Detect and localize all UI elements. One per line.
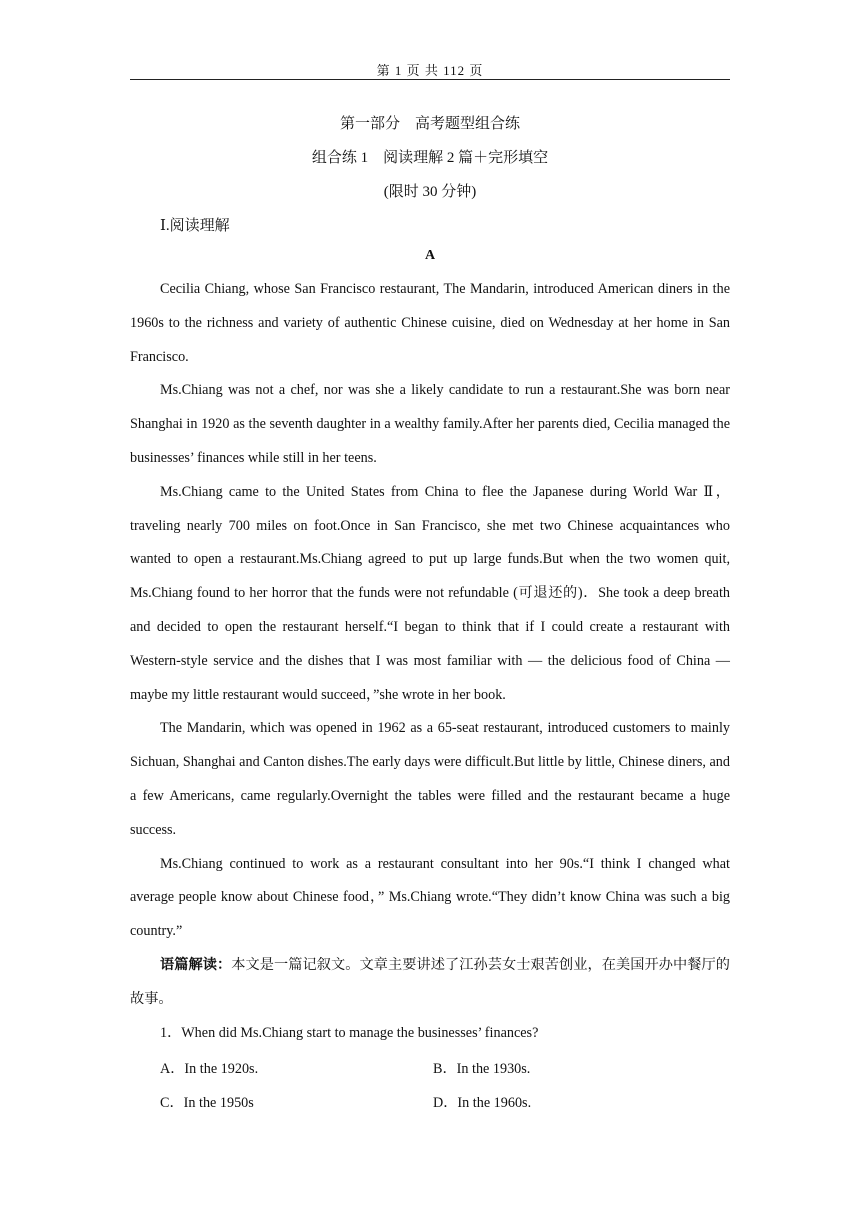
page-header: 第 1 页 共 112 页 xyxy=(376,63,484,78)
exercise-set-title: 组合练 1 阅读理解 2 篇＋完形填空 xyxy=(311,150,549,166)
document-page xyxy=(130,0,730,1216)
option-c: C．In the 1950s xyxy=(160,1095,254,1111)
passage-analysis xyxy=(130,949,730,1017)
option-d: D．In the 1960s. xyxy=(433,1095,532,1111)
part-title: 第一部分 高考题型组合练 xyxy=(339,116,520,132)
passage-paragraph-1: Cecilia Chiang, whose San Francisco restaurant, The Mandarin, introduced American diners in the 1960s to the richness and variety of authentic Chinese cuisine, died on Wednesday at her home in San Francisco. xyxy=(130,281,730,365)
option-b: B．In the 1930s. xyxy=(433,1061,531,1077)
question-stem: 1．When did Ms.Chiang start to manage the businesses’ finances? xyxy=(160,1024,539,1041)
section-heading: Ⅰ.阅读理解 xyxy=(160,218,230,234)
option-a: A．In the 1920s. xyxy=(160,1061,259,1077)
passage-letter: A xyxy=(424,248,436,263)
passage-paragraph-2: Ms.Chiang was not a chef, nor was she a likely candidate to run a restaurant.She was born near Shanghai in 1920 as the seventh daughter in a wealthy family.After her parents died, Cecilia managed the businesses’ finances while still in her teens. xyxy=(130,382,730,466)
passage-paragraph-4: The Mandarin, which was opened in 1962 as a 65-seat restaurant, introduced customers to mainly Sichuan, Shanghai and Canton dishes.The early days were difficult.But little by little, Chinese diners, and a few Americans, came regularly.Overnight the tables were filled and the restaurant became a huge success. xyxy=(130,720,730,838)
time-limit: (限时 30 分钟) xyxy=(383,184,477,200)
header-divider xyxy=(130,79,730,80)
passage-paragraph-3: Ms.Chiang came to the United States from China to flee the Japanese during World War Ⅱ，traveling nearly 700 miles on foot.Once in San Francisco, she met two Chinese acquaintances who wanted to open a restaurant.Ms.Chiang agreed to put up large funds.But when the two women quit, Ms.Chiang found to her horror that the funds were not refundable (可退还的)．She took a deep breath and decided to open the restaurant herself.“I began to think that if I could create a restaurant with Western-style service and the dishes that I was most familiar with — the delicious food of China — maybe my little restaurant would succeed，”she wrote in her book. xyxy=(130,483,730,703)
analysis-text: 本文是一篇记叙文。文章主要讲述了江孙芸女士艰苦创业，在美国开办中餐厅的故事。 xyxy=(130,956,730,1007)
passage-paragraph-5: Ms.Chiang continued to work as a restaurant consultant into her 90s.“I think I changed what average people know about Chinese food，” Ms.Chiang wrote.“They didn’t know China was such a big country.” xyxy=(130,855,730,940)
analysis-label: 语篇解读： xyxy=(160,956,232,973)
passage-body xyxy=(130,273,730,1050)
